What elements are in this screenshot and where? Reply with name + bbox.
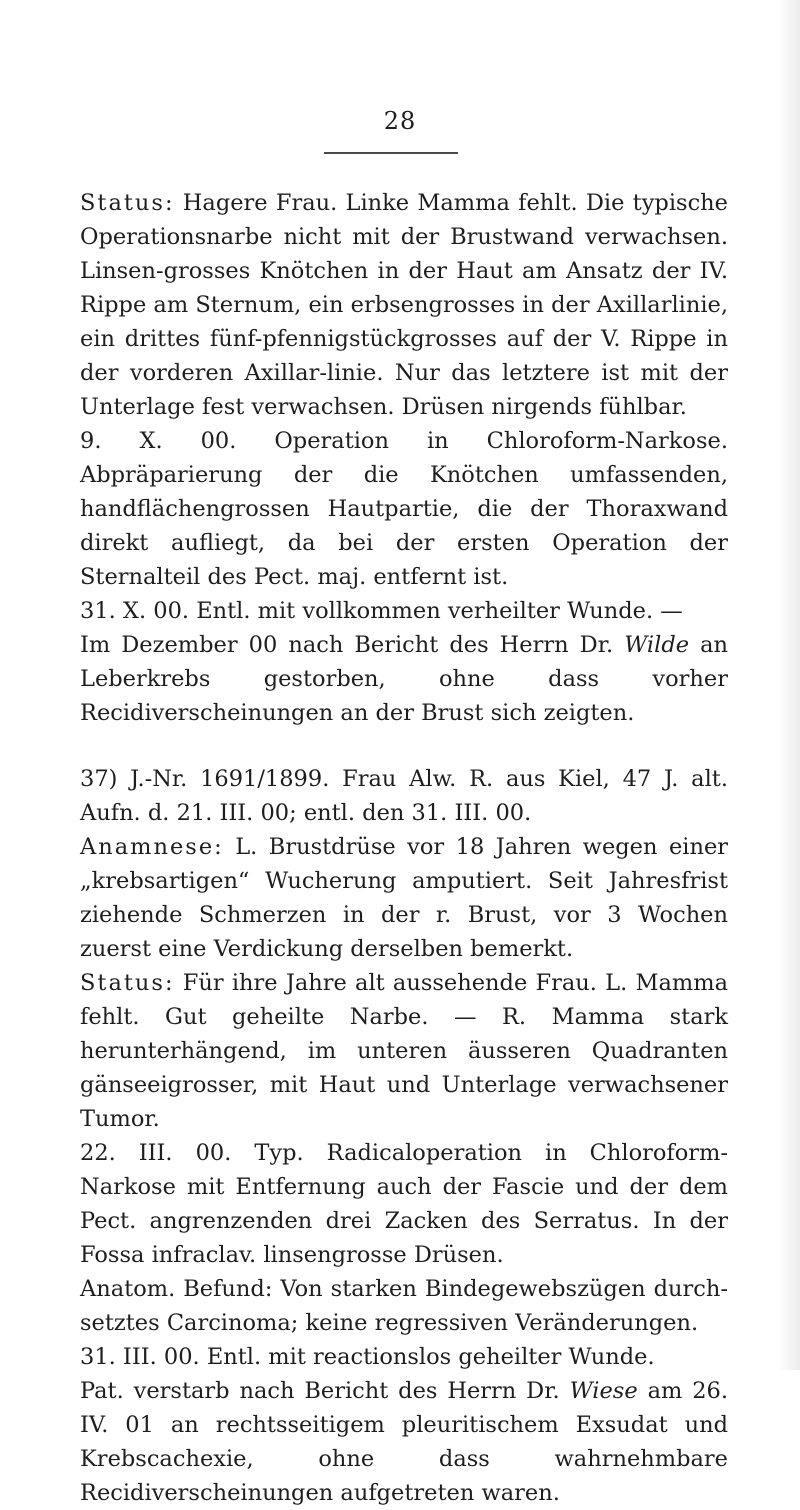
case37-death-doctor: Wiese	[569, 1378, 638, 1404]
case36-status-paragraph	[80, 186, 728, 424]
case37-status-text: Für ihre Jahre alt aussehende Frau. L. Mamma fehlt. Gut geheilte Narbe. — R. Mamma stark herunterhängend, im unteren äusseren Quadranten gänseeigrosser, mit Haut und Unterlage verwachsener Tumor.	[80, 970, 728, 1132]
case37-heading: 37) J.-Nr. 1691/1899. Frau Alw. R. aus Kiel, 47 J. alt. Aufn. d. 21. III. 00; entl. den 31. III. 00.	[80, 766, 728, 826]
body-text	[80, 186, 728, 1510]
case36-followup-before: Im Dezember 00 nach Bericht des Herrn Dr.	[80, 632, 614, 658]
case37-anamnese-paragraph	[80, 830, 728, 966]
case36-followup-after: an Leberkrebs gestorben, ohne dass vorher Recidiverscheinungen an der Brust sich zeigten.	[80, 632, 729, 726]
case36-discharge-paragraph: 31. X. 00. Entl. mit vollkommen verheilter Wunde. —	[80, 598, 683, 624]
case36-operation-paragraph: 9. X. 00. Operation in Chloroform-Narkose. Abpräparierung der die Knötchen umfassenden, handflächengrossen Hautpartie, die der Thoraxwand direkt aufliegt, da bei der ersten Operation der Sternalteil des Pect. maj. entfernt ist.	[80, 428, 728, 590]
page-number-rule	[324, 152, 458, 154]
case37-discharge-paragraph: 31. III. 00. Entl. mit reactionslos geheilter Wunde.	[80, 1344, 655, 1370]
case37-befund-paragraph: Anatom. Befund: Von starken Bindegewebszügen durch-setztes Carcinoma; keine regressiven Veränderungen.	[80, 1276, 728, 1336]
case37-status-paragraph	[80, 966, 728, 1136]
paragraph-gap	[80, 730, 728, 762]
case37-operation-paragraph: 22. III. 00. Typ. Radicaloperation in Chloroform-Narkose mit Entfernung auch der Fascie und der dem Pect. angrenzenden drei Zacken des Serratus. In der Fossa infraclav. linsengrosse Drüsen.	[80, 1140, 728, 1268]
page-number: 28	[383, 107, 417, 135]
case36-followup-paragraph	[80, 628, 728, 730]
case37-death-paragraph	[80, 1374, 728, 1510]
page-edge-shading	[778, 0, 800, 1370]
case36-status-text: Hagere Frau. Linke Mamma fehlt. Die typische Operationsnarbe nicht mit der Brustwand verwachsen. Linsen-grosses Knötchen in der Haut am Ansatz der IV. Rippe am Sternum, ein erbsengrosses in der Axillarlinie, ein drittes fünf-pfennigstückgrosses auf der V. Rippe in der vorderen Axillar-linie. Nur das letztere ist mit der Unterlage fest verwachsen. Drüsen nirgends fühlbar.	[80, 190, 728, 420]
case37-status-label: Status:	[80, 970, 175, 996]
case37-death-before: Pat. verstarb nach Bericht des Herrn Dr.	[80, 1378, 560, 1404]
case37-anamnese-text: L. Brustdrüse vor 18 Jahren wegen einer „krebsartigen“ Wucherung amputiert. Seit Jahresfrist ziehende Schmerzen in der r. Brust, vor 3 Wochen zuerst eine Verdickung derselben bemerkt.	[80, 834, 729, 962]
case37-death-after: am 26. IV. 01 an rechtsseitigem pleuritischem Exsudat und Krebscachexie, ohne dass wahrnehmbare Recidiverscheinungen aufgetreten waren.	[80, 1378, 729, 1506]
case36-status-label: Status:	[80, 190, 175, 216]
case37-anamnese-label: Anamnese:	[80, 834, 224, 860]
case36-followup-doctor: Wilde	[624, 632, 690, 658]
